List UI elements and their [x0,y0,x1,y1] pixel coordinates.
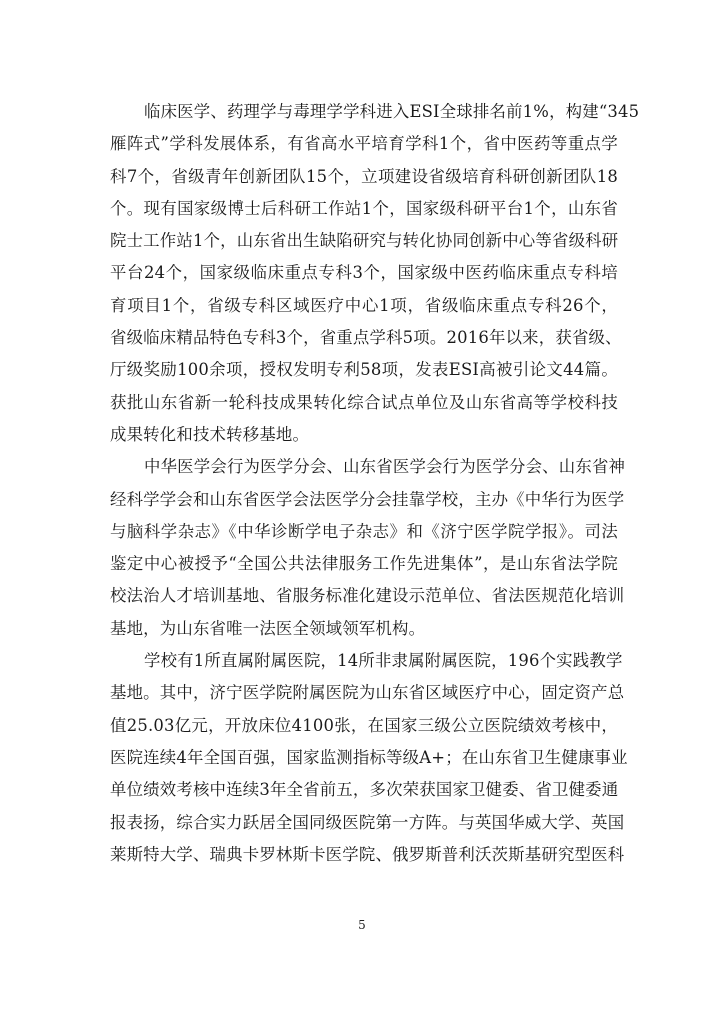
text-line: 中华医学会行为医学分会、山东省医学会行为医学分会、山东省神 [144,457,626,477]
document-body [110,96,640,871]
text-line: 成果转化和技术转移基地。 [110,424,310,444]
paragraph-1 [110,96,640,451]
text-line: 基地，为山东省唯一法医全领域领军机构。 [110,618,426,638]
text-line: 省级临床精品特色专科3个，省重点学科5项。2016年以来，获省级、 [110,328,622,348]
text-line: 获批山东省新一轮科技成果转化综合试点单位及山东省高等学校科技 [110,392,618,412]
text-line: 个。现有国家级博士后科研工作站1个，国家级科研平台1个，山东省 [110,198,618,218]
text-line: 莱斯特大学、瑞典卡罗林斯卡医学院、俄罗斯普利沃茨斯基研究型医科 [110,844,625,864]
text-line: 鉴定中心被授予“全国公共法律服务工作先进集体”，是山东省法学院 [110,554,618,574]
text-line: 与脑科学杂志》《中华诊断学电子杂志》和《济宁医学院学报》。司法 [110,521,618,541]
text-line: 雁阵式”学科发展体系，有省高水平培育学科1个，省中医药等重点学 [110,134,618,154]
text-line: 学校有1所直属附属医院，14所非隶属附属医院，196个实践教学 [144,651,623,671]
text-line: 平台24个，国家级临床重点专科3个，国家级中医药临床重点专科培 [110,263,618,283]
text-line: 院士工作站1个，山东省出生缺陷研究与转化协同创新中心等省级科研 [110,231,619,251]
text-line: 临床医学、药理学与毒理学学科进入ESI全球排名前1%，构建“345 [144,102,640,121]
text-line: 育项目1个，省级专科区域医疗中心1项，省级临床重点专科26个， [110,295,618,315]
text-line: 医院连续4年全国百强，国家监测指标等级A+；在山东省卫生健康事业 [110,747,628,767]
text-line: 经科学学会和山东省医学会法医学分会挂靠学校，主办《中华行为医学 [110,489,625,509]
text-line: 科7个，省级青年创新团队15个，立项建设省级培育科研创新团队18 [110,166,618,186]
text-line: 厅级奖励100余项，授权发明专利58项，发表ESI高被引论文44篇。 [110,360,618,380]
text-line: 单位绩效考核中连续3年全省前五，多次荣获国家卫健委、省卫健委通 [110,780,619,800]
page-number: 5 [358,918,366,932]
text-line: 校法治人才培训基地、省服务标准化建设示范单位、省法医规范化培训 [110,586,625,606]
paragraph-2 [110,451,626,645]
text-line: 值25.03亿元，开放床位4100张，在国家三级公立医院绩效考核中， [110,715,618,735]
text-line: 报表扬，综合实力跃居全国同级医院第一方阵。与英国华威大学、英国 [110,812,625,832]
text-line: 基地。其中，济宁医学院附属医院为山东省区域医疗中心，固定资产总 [110,683,625,703]
paragraph-3 [110,645,628,871]
